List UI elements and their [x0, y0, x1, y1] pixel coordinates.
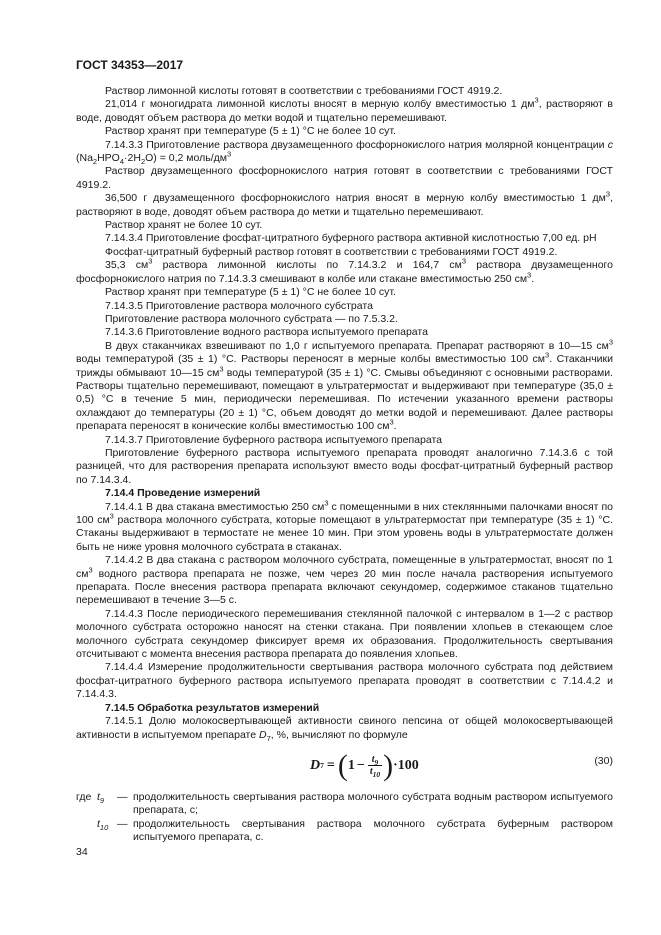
formula-multiplier: ·100 — [393, 758, 419, 774]
subsection-heading: 7.14.3.7 Приготовление буферного раствора испытуемого препарата — [105, 433, 442, 446]
document-body — [76, 85, 613, 845]
paragraph: Фосфат-цитратный буферный раствор готовят в соответствии с требованиями ГОСТ 4919.2. — [105, 245, 558, 258]
formula-one: 1 — [347, 758, 355, 774]
paragraph: 36,500 г двузамещенного фосфорнокислого натрия вносят в мерную колбу вместимостью 1 $дм^3$, растворяют в воде, доводят объем раствора до метки и тщательно перемешивают. — [76, 189, 613, 218]
paragraph: Раствор двузамещенного фосфорнокислого натрия готовят в соответствии с требованиями ГОСТ 4919.2. — [76, 165, 613, 191]
formula-expression: D 7 = ( 1 − $\frac{t_9}{t_{10}}$ ) ·100 — [310, 748, 419, 782]
paragraph: Приготовление раствора молочного субстрата — по 7.5.3.2. — [105, 312, 398, 325]
fraction: $\frac{t_9}{t_{10}}$ — [369, 754, 381, 780]
paragraph: 21,014 г моногидрата лимонной кислоты вносят в мерную колбу вместимостью 1 $дм^3$, растворяют в воде, доводят объем раствора до метки водой и тщательно перемешивают. — [76, 95, 613, 124]
definition-item: где $t_9$ — продолжительность свертывания раствора молочного субстрата водным раствором испытуемого препарата, с; — [76, 790, 613, 817]
equation-number: (30) — [594, 754, 613, 767]
paragraph: 7.14.4.3 После периодического перемешивания стеклянной палочкой с интервалом в 1—2 с раствор молочного субстрата осторожно наносят на стенки стакана. При появлении хлопьев в стекающем слое молочного субстрата секундомер фиксирует время их образования. Продолжительность свертывания отсчитывают с момента внесения раствора препарата до появления хлопьев. — [76, 607, 613, 661]
definition-item: $t_{10}$ — продолжительность свертывания раствора молочного субстрата буферным раствором испытуемого препарата, с. — [97, 817, 613, 844]
paragraph: 7.14.4.1 В два стакана вместимостью 250 $см^3$ с помещенными в них стеклянными палочками вносят по 100 $см^3$ раствора молочного субстрата, которые помещают в ультратермостат при температуре (35 ± 1) °С. Стаканы выдерживают в термостате не менее 10 мин. При этом уровень воды в ультратермостате должен быть не ниже уровня молочного субстрата в стаканах. — [76, 498, 613, 553]
subsection-heading: 7.14.3.6 Приготовление водного раствора испытуемого препарата — [105, 326, 428, 339]
paragraph: 7.14.4.4 Измерение продолжительности свертывания раствора молочного субстрата под действием фосфат-цитратного буферного раствора испытуемого препарата проводят в соответствии с 7.14.4.2 и 7.14.4.3. — [76, 661, 613, 701]
paragraph: Раствор хранят не более 10 сут. — [105, 219, 263, 232]
paragraph: Приготовление буферного раствора испытуемого препарата проводят аналогично 7.14.3.6 с той разницей, что для растворения препарата используют вместо воды фосфат-цитратный буферный раствор по 7.14.3.4. — [76, 446, 613, 486]
paragraph: Раствор лимонной кислоты готовят в соответствии с требованиями ГОСТ 4919.2. — [105, 85, 503, 97]
section-heading: 7.14.5 Обработка результатов измерений — [105, 701, 320, 714]
subsection-heading: 7.14.3.5 Приготовление раствора молочного субстрата — [105, 299, 373, 312]
paragraph: Раствор хранят при температуре (5 ± 1) °С не более 10 сут. — [105, 125, 396, 138]
document-header: ГОСТ 34353—2017 — [76, 58, 184, 72]
paragraph: Раствор хранят при температуре (5 ± 1) °С не более 10 сут. — [105, 286, 396, 299]
paragraph: 7.14.3.3 Приготовление раствора двузамещенного фосфорнокислого натрия молярной концентрации c $(Na_2HPO_4\cdot 2H_2O) = 0,2$ моль/$дм^3$ — [76, 138, 613, 167]
page-number: 34 — [76, 846, 88, 858]
definitions-list — [76, 791, 613, 845]
equals-sign: = — [326, 758, 335, 774]
section-heading: 7.14.4 Проведение измерений — [105, 487, 261, 500]
right-paren: ) — [383, 748, 394, 782]
paragraph: 7.14.5.1 Долю молокосвертывающей активности свиного пепсина от общей молокосвертывающей активности в испытуемом препарате $D_7$, %, вычисляют по формуле — [76, 715, 613, 743]
formula-30 — [76, 745, 613, 789]
paragraph: 7.14.4.2 В два стакана с раствором молочного субстрата, помещенные в ультратермостат, вносят по 1 $см^3$ водного раствора препарата не позже, чем через 20 мин после начала растворения испытуемого препарата. После внесения раствора препарата включают секундомер, содержимое стаканов тщательно перемешивают в течение 3—5 с. — [76, 554, 613, 607]
paragraph: 35,3 $см^3$ раствора лимонной кислоты по 7.14.3.2 и 164,7 $см^3$ раствора двузамещенного фосфорнокислого натрия по 7.14.3.3 смешивают в колбе или стакане вместимостью 250 $см^3$. — [76, 256, 613, 285]
minus-sign: − — [356, 758, 365, 774]
paragraph: В двух стаканчиках взвешивают по 1,0 г испытуемого препарата. Препарат растворяют в 10—15 $см^3$ воды температурой (35 ± 1) °С. Растворы переносят в мерные колбы вместимостью 100 $см^3$. Стаканчики трижды обмывают 10—15 $см^3$ воды температурой (35 ± 1) °С. Смывы объединяют с основными растворами. Растворы тщательно перемешивают, помещают в ультратермостат и выдерживают при температуре (35,0 ± 0,5) °С в течение 5 мин, периодически перемешивая. По истечении указанного времени растворы охлаждают до температуры (20 ± 1) °С, объем доводят до метки водой и перемешивают. Далее растворы препарата переносят в конические колбы вместимостью 100 $см^3$. — [76, 337, 613, 433]
formula-lhs: D — [310, 758, 321, 774]
subsection-heading: 7.14.3.4 Приготовление фосфат-цитратного буферного раствора активной кислотностью 7,00 ед. pH — [105, 232, 597, 245]
left-paren: ( — [337, 748, 348, 782]
